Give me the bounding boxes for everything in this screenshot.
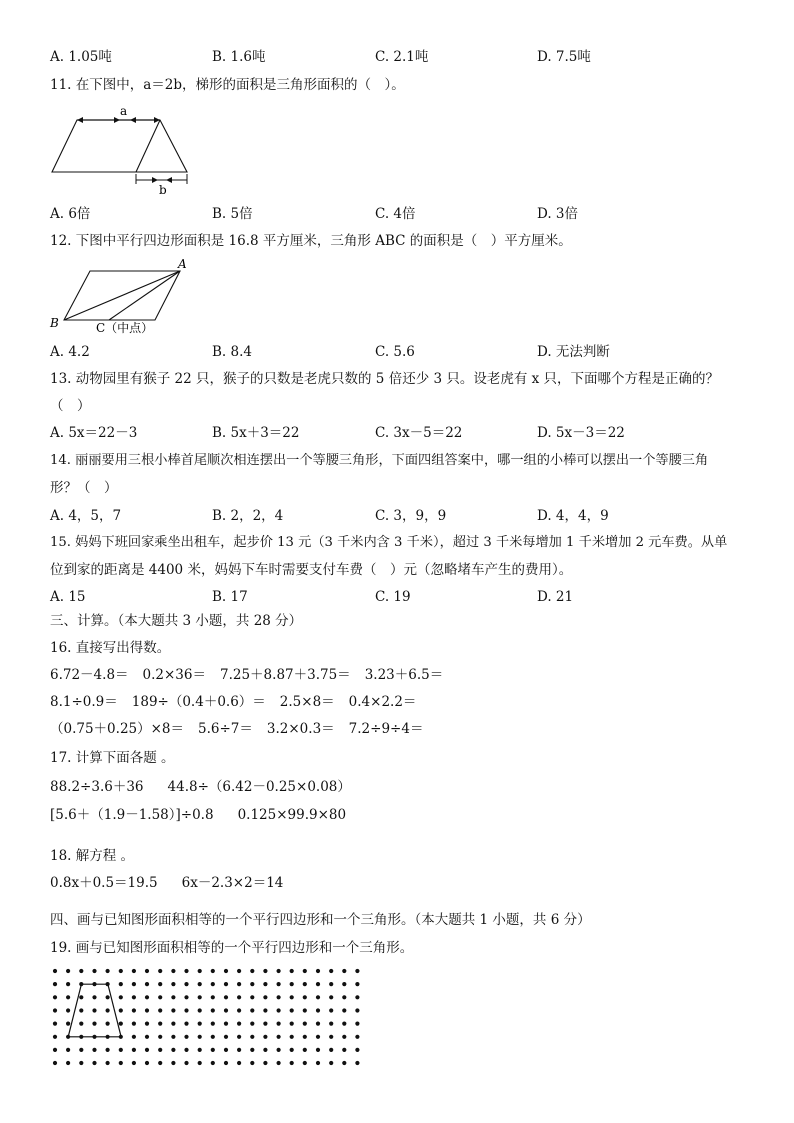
grid-dot [263,1035,267,1039]
grid-dot [184,969,188,973]
grid-dot [184,1022,188,1026]
q17-item: 88.2÷3.6＋36 [50,779,144,795]
grid-dot [303,969,307,973]
grid-dot [329,1008,333,1012]
q12-label-a: A [178,257,187,271]
q15-option-b[interactable]: B. 17 [212,589,248,605]
q10-option-a[interactable]: A. 1.05吨 [50,49,112,65]
q13-option-b[interactable]: B. 5x＋3＝22 [212,425,300,441]
q11-option-c[interactable]: C. 4倍 [375,206,416,222]
grid-dot [132,969,136,973]
q11-option-a[interactable]: A. 6倍 [50,206,91,222]
grid-dot [184,1061,188,1065]
grid-dot [171,995,175,999]
grid-dot [171,1008,175,1012]
grid-dot [263,982,267,986]
grid-dot [79,1008,83,1012]
grid-dot [145,995,149,999]
q17-item: [5.6＋（1.9－1.58）]÷0.8 [50,807,214,823]
grid-dot [145,1061,149,1065]
q10-option-d[interactable]: D. 7.5吨 [537,49,591,65]
grid-dot [198,1008,202,1012]
grid-dot [355,1035,359,1039]
q12-label-c: C（中点） [96,321,154,335]
grid-dot [224,1008,228,1012]
q16-item: 0.2×36＝ [142,667,206,683]
grid-dot [79,969,83,973]
grid-dot [329,1022,333,1026]
grid-dot [342,995,346,999]
q11-option-d[interactable]: D. 3倍 [537,206,579,222]
grid-dot [316,1035,320,1039]
grid-dot [277,1061,281,1065]
grid-dot [53,1022,57,1026]
q12-option-b[interactable]: B. 8.4 [212,344,252,360]
grid-dot [342,1061,346,1065]
q16-item: 8.1÷0.9＝ [50,694,118,710]
grid-dot [119,1022,123,1026]
grid-dot [92,1048,96,1052]
q13-stem: 13. 动物园里有猴子 22 只，猴子的只数是老虎只数的 5 倍还少 3 只。设老虎有 x 只，下面哪个方程是正确的？ [50,371,720,387]
q18-item: 0.8x＋0.5＝19.5 [50,875,158,891]
grid-dot [106,1061,110,1065]
grid-dot [250,1035,254,1039]
grid-dot [171,982,175,986]
grid-dot [92,969,96,973]
q11-stem: 11. 在下图中，a＝2b，梯形的面积是三角形面积的（ ）。 [50,77,405,93]
grid-dot [198,969,202,973]
q15-option-d[interactable]: D. 21 [537,589,574,605]
q19-dot-grid [52,968,368,1068]
grid-dot [316,969,320,973]
q13-answer-paren: （ ） [50,398,91,414]
grid-dot [224,1022,228,1026]
grid-dot [263,1008,267,1012]
grid-dot [355,1022,359,1026]
q12-parallelogram-figure [50,258,200,338]
grid-dot [158,982,162,986]
grid-dot [303,1008,307,1012]
q16-item: 0.4×2.2＝ [348,694,417,710]
q14-options [50,507,750,525]
q14-option-b[interactable]: B. 2，2，4 [212,508,284,524]
q16-item: 2.5×8＝ [279,694,335,710]
grid-dot [119,1048,123,1052]
grid-dot [158,995,162,999]
grid-dot [342,1022,346,1026]
grid-dot [224,995,228,999]
grid-dot [303,995,307,999]
q16-row-3 [50,720,437,738]
q17-stem: 17. 计算下面各题 。 [50,750,175,766]
grid-dot [158,1035,162,1039]
q15-option-c[interactable]: C. 19 [375,589,411,605]
grid-dot [53,1061,57,1065]
grid-dot [171,969,175,973]
grid-dot [211,969,215,973]
grid-dot [303,1048,307,1052]
grid-dot [342,969,346,973]
grid-dot [342,1048,346,1052]
grid-dot [106,1048,110,1052]
grid-dot [316,1008,320,1012]
grid-dot [237,982,241,986]
grid-dot [303,1022,307,1026]
grid-dot [250,969,254,973]
grid-dot [145,1035,149,1039]
q10-option-b[interactable]: B. 1.6吨 [212,49,266,65]
q12-option-a[interactable]: A. 4.2 [50,344,90,360]
q16-item: 7.2÷9÷4＝ [348,721,424,737]
q17-item: 0.125×99.9×80 [237,807,347,823]
grid-dot [250,1022,254,1026]
q16-item: 6.72－4.8＝ [50,667,129,683]
q15-option-a[interactable]: A. 15 [50,589,86,605]
grid-dot [303,1061,307,1065]
q10-option-c[interactable]: C. 2.1吨 [375,49,429,65]
q16-row-1 [50,666,457,684]
grid-dot [119,1008,123,1012]
grid-dot [303,982,307,986]
grid-dot [211,1048,215,1052]
grid-dot [132,982,136,986]
grid-dot [198,1061,202,1065]
q11-trapezoid-figure [50,104,195,196]
grid-dot [250,1008,254,1012]
grid-dot [53,1008,57,1012]
grid-dot [53,995,57,999]
grid-dot [211,1022,215,1026]
grid-dot [316,982,320,986]
grid-dot [158,1022,162,1026]
q11-option-b[interactable]: B. 5倍 [212,206,253,222]
grid-dot [303,1035,307,1039]
grid-dot [106,1008,110,1012]
q16-row-2 [50,693,430,711]
q14-stem-line2: 形？（ ） [50,480,118,496]
q14-option-a[interactable]: A. 4，5，7 [50,508,122,524]
grid-dot [277,1022,281,1026]
q16-item: 5.6÷7＝ [198,721,253,737]
grid-dot [342,1035,346,1039]
grid-dot [79,1061,83,1065]
grid-dot [184,1008,188,1012]
grid-dot [237,1061,241,1065]
grid-dot [329,1035,333,1039]
grid-dot [158,1048,162,1052]
grid-dot [53,982,57,986]
grid-dot [316,1022,320,1026]
grid-dot [198,1022,202,1026]
grid-dot [290,1035,294,1039]
q18-row-1 [50,874,297,892]
grid-dot [329,982,333,986]
grid-dot [171,1022,175,1026]
grid-dot [92,1022,96,1026]
grid-dot [290,982,294,986]
q16-item: （0.75＋0.25）×8＝ [50,721,185,737]
grid-dot [290,995,294,999]
grid-dot [211,982,215,986]
grid-dot [184,1035,188,1039]
q14-option-c[interactable]: C. 3，9，9 [375,508,447,524]
q17-row-1 [50,778,365,796]
grid-dot [342,982,346,986]
grid-dot [158,969,162,973]
grid-dot [53,1035,57,1039]
grid-dot [316,1061,320,1065]
q12-option-c[interactable]: C. 5.6 [375,344,415,360]
grid-dot [106,969,110,973]
grid-dot [290,1008,294,1012]
q16-item: 3.2×0.3＝ [266,721,335,737]
grid-dot [277,982,281,986]
grid-dot [132,1035,136,1039]
grid-dot [290,969,294,973]
q16-item: 7.25＋8.87＋3.75＝ [220,667,351,683]
q17-row-2 [50,806,360,824]
grid-dot [66,995,70,999]
grid-dot [355,982,359,986]
q10-options [50,48,750,66]
grid-dot [263,969,267,973]
grid-dot [66,1061,70,1065]
grid-dot [250,982,254,986]
grid-dot [79,1048,83,1052]
grid-dot [263,995,267,999]
q12-option-d[interactable]: D. 无法判断 [537,344,610,360]
grid-dot [53,969,57,973]
grid-dot [119,982,123,986]
q14-stem-line1: 14. 丽丽要用三根小棒首尾顺次相连摆出一个等腰三角形，下面四组答案中，哪一组的小棒可以摆出一个等腰三角 [50,453,709,468]
q12-options [50,343,750,361]
grid-dot [263,1022,267,1026]
grid-dot [237,1035,241,1039]
grid-dot [171,1061,175,1065]
grid-dot [237,1022,241,1026]
grid-dot [119,1061,123,1065]
q18-stem: 18. 解方程 。 [50,848,135,864]
grid-dot [132,1008,136,1012]
grid-dot [224,1061,228,1065]
grid-dot [250,1061,254,1065]
grid-dot [263,1048,267,1052]
grid-dot [198,1048,202,1052]
grid-dot [211,1035,215,1039]
q13-option-c[interactable]: C. 3x－5＝22 [375,425,463,441]
grid-dot [355,969,359,973]
grid-dot [145,969,149,973]
section-4-heading: 四、画与已知图形面积相等的一个平行四边形和一个三角形。（本大题共 1 小题，共 6 分） [50,912,591,928]
section-3-heading: 三、计算。（本大题共 3 小题，共 28 分） [50,613,303,629]
grid-dot [329,995,333,999]
grid-dot [145,1008,149,1012]
grid-dot [237,1008,241,1012]
grid-dot [158,1008,162,1012]
grid-dot [66,1048,70,1052]
grid-dot [66,1008,70,1012]
grid-dot [79,1022,83,1026]
q13-option-d[interactable]: D. 5x－3＝22 [537,425,625,441]
grid-dot [171,1048,175,1052]
grid-dot [237,969,241,973]
grid-dot [250,1048,254,1052]
q17-item: 44.8÷（6.42－0.25×0.08） [167,779,351,795]
q15-stem-line2: 位到家的距离是 4400 米，妈妈下车时需要支付车费（ ）元（忽略堵车产生的费用）。 [50,562,573,578]
grid-dot [211,1008,215,1012]
grid-dot [355,1008,359,1012]
grid-dot [355,1061,359,1065]
grid-dot [290,1061,294,1065]
grid-dot [224,969,228,973]
grid-dot [277,1035,281,1039]
grid-dot [145,1048,149,1052]
grid-dot [355,1048,359,1052]
grid-dot [263,1061,267,1065]
q12-stem: 12. 下图中平行四边形面积是 16.8 平方厘米，三角形 ABC 的面积是（ ）平方厘米。 [50,233,572,249]
grid-dot [277,969,281,973]
grid-dot [211,1061,215,1065]
grid-dot [198,982,202,986]
q16-stem: 16. 直接写出得数。 [50,640,171,656]
grid-dot [316,995,320,999]
q13-options [50,424,750,442]
grid-dot [92,995,96,999]
grid-dot [198,1035,202,1039]
grid-dot [132,1061,136,1065]
grid-dot [237,995,241,999]
grid-dot [237,1048,241,1052]
grid-dot [277,1008,281,1012]
grid-dot [224,1035,228,1039]
q11-label-b: b [159,183,167,197]
grid-dot [329,969,333,973]
q19-stem: 19. 画与已知图形面积相等的一个平行四边形和一个三角形。 [50,940,414,956]
grid-dot [224,1048,228,1052]
q11-label-a: a [120,104,128,118]
grid-dot [106,995,110,999]
q18-item: 6x－2.3×2＝14 [181,875,284,891]
grid-dot [66,1022,70,1026]
grid-dot [132,1022,136,1026]
grid-dot [184,1048,188,1052]
grid-dot [290,1022,294,1026]
grid-dot [119,995,123,999]
grid-dot [92,1008,96,1012]
q12-label-b: B [50,316,59,330]
grid-dot [66,982,70,986]
grid-dot [316,1048,320,1052]
q16-item: 3.23＋6.5＝ [364,667,444,683]
grid-dot [158,1061,162,1065]
q11-options [50,205,750,223]
grid-dot [211,995,215,999]
q15-stem-line1: 15. 妈妈下班回家乘坐出租车，起步价 13 元（3 千米内含 3 千米），超过 3 千米每增加 1 千米增加 2 元车费。从单 [50,535,728,550]
q15-options [50,588,750,606]
q14-option-d[interactable]: D. 4，4，9 [537,508,609,524]
grid-dot [66,969,70,973]
grid-dot [329,1048,333,1052]
grid-dot [290,1048,294,1052]
grid-dot [79,995,83,999]
q13-option-a[interactable]: A. 5x＝22－3 [50,425,138,441]
grid-dot [119,969,123,973]
grid-dot [277,1048,281,1052]
grid-dot [145,982,149,986]
grid-dot [198,995,202,999]
grid-dot [342,1008,346,1012]
grid-dot [184,982,188,986]
grid-dot [355,995,359,999]
grid-dot [250,995,254,999]
grid-dot [224,982,228,986]
grid-dot [171,1035,175,1039]
grid-dot [53,1048,57,1052]
grid-dot [145,1022,149,1026]
grid-dot [92,1061,96,1065]
grid-dot [184,995,188,999]
grid-dot [132,995,136,999]
grid-dot [277,995,281,999]
grid-dot [132,1048,136,1052]
grid-dot [106,1022,110,1026]
grid-dot [329,1061,333,1065]
q16-item: 189÷（0.4＋0.6）＝ [131,694,266,710]
